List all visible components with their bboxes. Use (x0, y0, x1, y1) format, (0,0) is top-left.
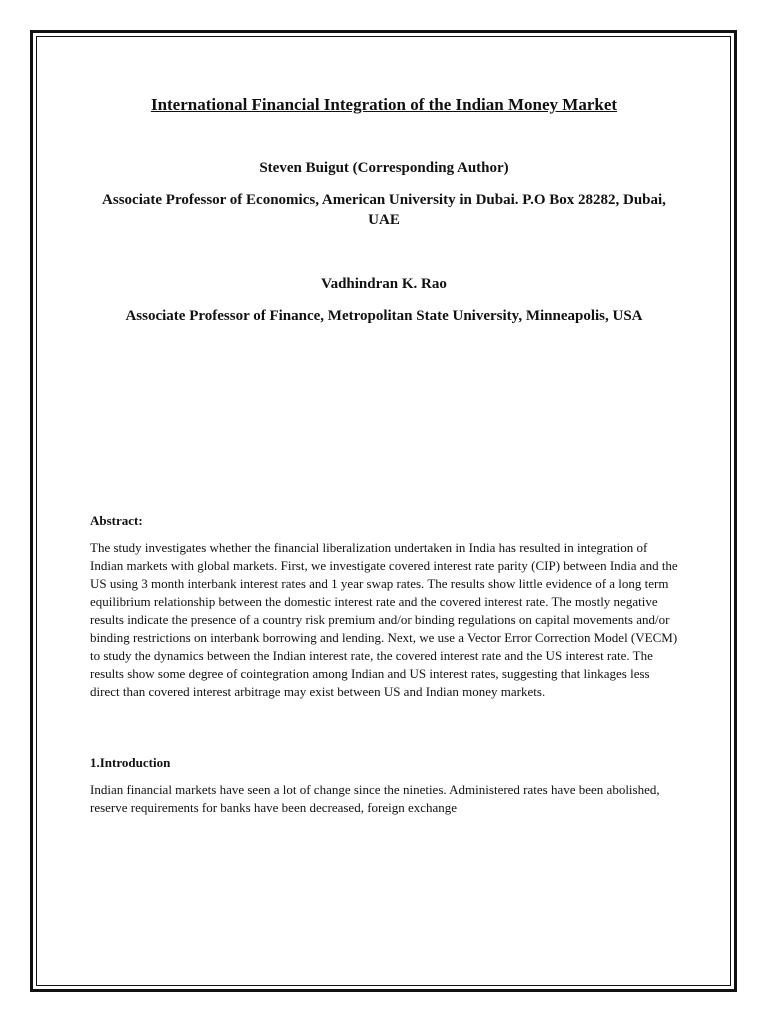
abstract-heading: Abstract: (90, 513, 143, 528)
author-1-name: Steven Buigut (Corresponding Author) (259, 160, 509, 176)
author-2-name: Vadhindran K. Rao (321, 276, 447, 292)
document-content (90, 94, 678, 817)
introduction-text: Indian financial markets have seen a lot of change since the nineties. Administered rates have been abolished, reserve requirements for banks have been decreased, foreign exchange (90, 782, 660, 815)
abstract-text: The study investigates whether the financial liberalization undertaken in India has resulted in integration of Indian markets with global markets. First, we investigate covered interest rate parity (CIP) between India and the US using 3 month interbank interest rates and 1 year swap rates. The results show little evidence of a long term equilibrium relationship between the domestic interest rate and the covered interest rate. The mostly negative results indicate the presence of a country risk premium and/or binding regulations on capital movements and/or binding restrictions on interbank borrowing and lending. Next, we use a Vector Error Correction Model (VECM) to study the dynamics between the Indian interest rate, the covered interest rate and the US interest rate. The results show some degree of cointegration among Indian and US interest rates, suggesting that linkages less direct than covered interest arbitrage may exist between US and Indian money markets. (90, 540, 678, 699)
paper-title: International Financial Integration of the Indian Money Market (150, 95, 618, 114)
author-2-affiliation: Associate Professor of Finance, Metropolitan State University, Minneapolis, USA (125, 308, 643, 324)
introduction-heading: 1.Introduction (90, 755, 171, 770)
author-1-affiliation: Associate Professor of Economics, American University in Dubai. P.O Box 28282, Dubai, UAE (102, 192, 666, 228)
